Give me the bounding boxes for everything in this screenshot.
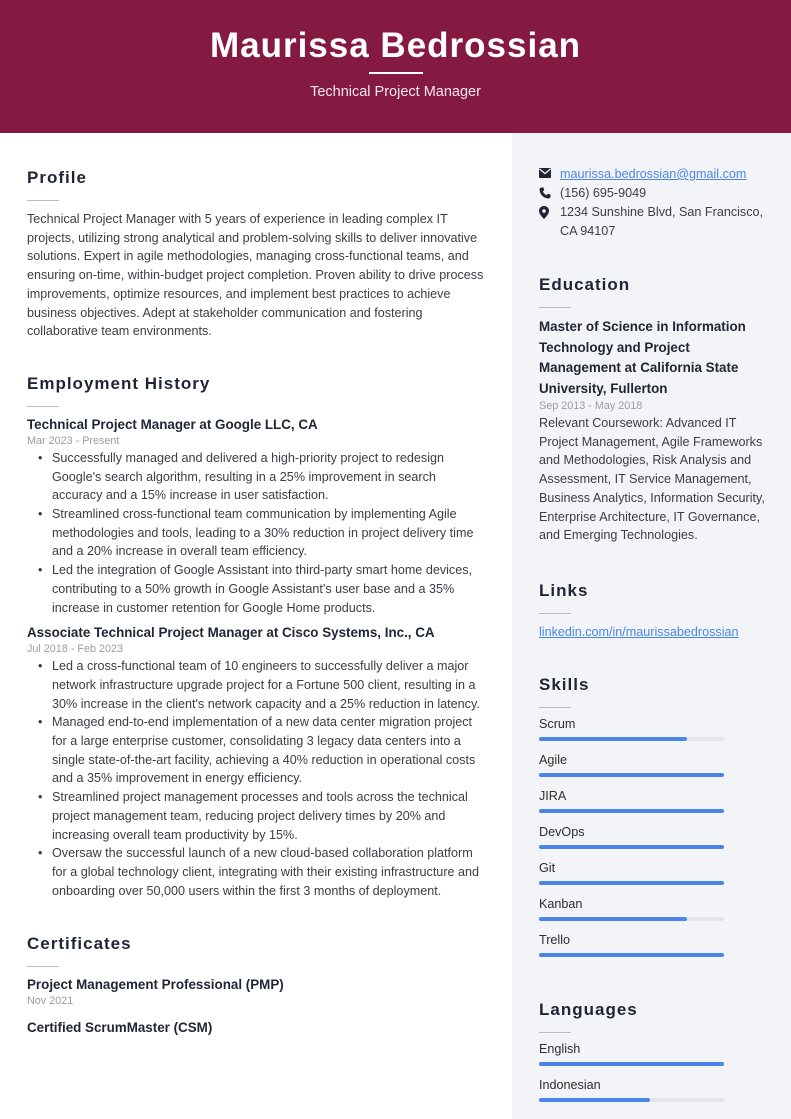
education-description: Relevant Coursework: Advanced IT Project Management, Agile Frameworks and Methodologies, Risk Analysis and Assessment, IT Service Management, Business Analytics, Information Security, Enterprise Architecture, IT Governance, and Emerging Technologies. (539, 416, 765, 543)
certificate-item (27, 976, 487, 1009)
skill-item (539, 749, 771, 777)
languages-section (539, 965, 771, 1102)
skill-level-fill (539, 881, 724, 885)
job-bullet: • Led a cross-functional team of 10 engineers to successfully deliver a major network infrastructure upgrade project for a Fortune 500 client, resulting in a 30% increase in the client's network capacity and a 25% reduction in latency. (52, 657, 487, 713)
skill-level-bar (539, 809, 724, 813)
skill-level-bar (539, 881, 724, 885)
skill-name: JIRA (539, 788, 567, 803)
certificate-title: Project Management Professional (PMP) (27, 977, 284, 993)
education-heading: Education (539, 275, 631, 294)
skill-name: DevOps (539, 824, 585, 839)
header-divider (369, 72, 423, 74)
skill-name: Trello (539, 932, 571, 947)
education-section (539, 241, 771, 545)
links-section (539, 545, 771, 642)
language-level-fill (539, 1062, 724, 1066)
candidate-title: Technical Project Manager (310, 84, 481, 100)
section-divider (539, 707, 571, 708)
language-level-bar (539, 1098, 724, 1102)
skill-level-bar (539, 773, 724, 777)
skill-level-bar (539, 737, 724, 741)
job-bullet: • Streamlined cross-functional team communication by implementing Agile methodologies and tools, leading to a 30% reduction in project delivery time and a 20% increase in overall team efficiency. (52, 505, 487, 561)
job-bullet: • Led the integration of Google Assistant into third-party smart home devices, contributing to a 50% growth in Google Assistant's user base and a 35% increase in customer retention for Google Home products. (52, 561, 487, 617)
job-entry (27, 624, 487, 900)
job-dates: Mar 2023 - Present (27, 434, 120, 447)
contact-phone (539, 184, 771, 203)
language-item (539, 1038, 771, 1066)
profile-section (27, 133, 487, 341)
contact-address (539, 203, 771, 241)
phone-icon (539, 184, 560, 199)
certificates-heading: Certificates (27, 934, 132, 954)
certificate-title: Certified ScrumMaster (CSM) (27, 1020, 213, 1036)
section-divider (539, 613, 571, 614)
language-name: Indonesian (539, 1077, 601, 1092)
skill-item (539, 821, 771, 849)
section-divider (539, 1032, 571, 1033)
language-item (539, 1074, 771, 1102)
profile-text: Technical Project Manager with 5 years of experience in leading complex IT projects, utilizing strong analytical and problem-solving skills to deliver innovative solutions. Expert in agile methodologies, managing cross-functional teams, and ensuring on-time, within-budget project completion. Proven ability to drive process improvements, optimize resources, and implement best practices to achieve business objectives. Adept at stakeholder communication and fostering collaborative team environments. (27, 212, 484, 339)
skill-level-fill (539, 917, 687, 921)
section-divider (539, 307, 571, 308)
section-divider (27, 406, 59, 407)
profile-heading: Profile (27, 168, 87, 187)
job-entry (27, 416, 487, 617)
phone-number: (156) 695-9049 (560, 186, 647, 200)
skill-level-fill (539, 845, 724, 849)
skill-level-fill (539, 773, 724, 777)
skill-level-bar (539, 845, 724, 849)
language-level-bar (539, 1062, 724, 1066)
language-name: English (539, 1041, 581, 1056)
skill-item (539, 713, 771, 741)
skill-level-fill (539, 737, 687, 741)
contact-email (539, 165, 771, 184)
job-title: Technical Project Manager at Google LLC, CA (27, 416, 318, 432)
certificates-section (27, 900, 487, 1037)
section-divider (27, 200, 59, 201)
languages-list (539, 1038, 771, 1102)
skill-name: Git (539, 860, 556, 875)
certificate-item (27, 1019, 487, 1037)
address-text: 1234 Sunshine Blvd, San Francisco, CA 94107 (560, 205, 764, 238)
job-bullet: • Successfully managed and delivered a high-priority project to redesign Google's search algorithm, resulting in a 25% improvement in search accuracy and a 15% increase in user satisfaction. (52, 449, 487, 505)
skill-name: Agile (539, 752, 568, 767)
employment-section (27, 341, 487, 900)
envelope-icon (539, 165, 560, 178)
main-column (27, 133, 487, 1037)
skill-level-fill (539, 809, 724, 813)
email-link[interactable]: maurissa.bedrossian@gmail.com (560, 167, 747, 181)
skills-section (539, 642, 771, 957)
skill-item (539, 857, 771, 885)
skills-heading: Skills (539, 674, 590, 694)
skills-list (539, 713, 771, 957)
skill-level-fill (539, 953, 724, 957)
education-dates: Sep 2013 - May 2018 (539, 400, 643, 412)
map-pin-icon (539, 203, 560, 219)
job-bullet: • Streamlined project management processes and tools across the technical project management team, reducing project delivery times by 20% and increasing overall team productivity by 15%. (52, 788, 487, 844)
candidate-name: Maurissa Bedrossian (209, 26, 582, 65)
language-level-fill (539, 1098, 650, 1102)
skill-item (539, 893, 771, 921)
job-bullets (27, 657, 487, 900)
job-title: Associate Technical Project Manager at Cisco Systems, Inc., CA (27, 625, 435, 641)
skill-name: Scrum (539, 716, 576, 731)
job-bullet: • Managed end-to-end implementation of a new data center migration project for a large enterprise customer, consolidating 3 legacy data centers into a single state-of-the-art facility, achieving a 40% reduction in operational costs and a 35% improvement in energy efficiency. (52, 713, 487, 788)
skill-name: Kanban (539, 896, 583, 911)
employment-heading: Employment History (27, 373, 211, 393)
skill-item (539, 785, 771, 813)
skill-level-bar (539, 917, 724, 921)
resume-header (0, 0, 791, 133)
section-divider (27, 966, 59, 967)
links-heading: Links (539, 580, 589, 600)
languages-heading: Languages (539, 999, 638, 1019)
job-bullets (27, 449, 487, 617)
job-bullet: • Oversaw the successful launch of a new cloud-based collaboration platform for a global technology client, integrating with their existing infrastructure and onboarding over 50,000 users within the first 3 months of deployment. (52, 844, 487, 900)
skill-level-bar (539, 953, 724, 957)
certificate-date: Nov 2021 (27, 995, 74, 1008)
linkedin-link[interactable]: linkedin.com/in/maurissabedrossian (539, 624, 739, 639)
skill-item (539, 929, 771, 957)
degree-title: Master of Science in Information Technology and Project Management at California State University, Fullerton (539, 319, 746, 396)
job-dates: Jul 2018 - Feb 2023 (27, 643, 124, 656)
sidebar (512, 133, 791, 1119)
contact-block (539, 165, 771, 241)
